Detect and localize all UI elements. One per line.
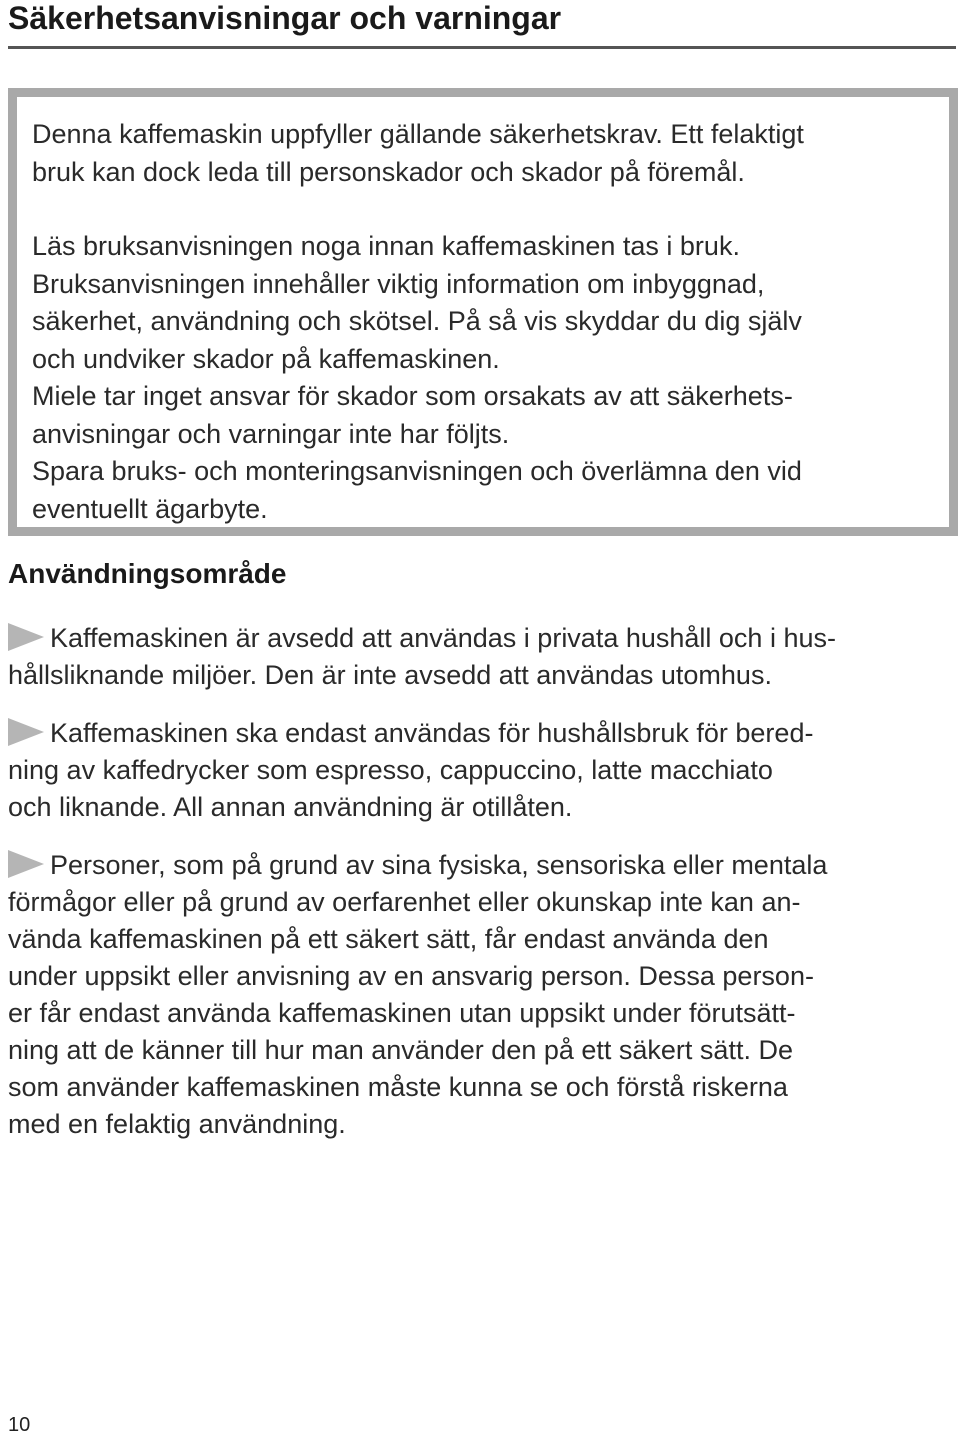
bullet-text-line: Personer, som på grund av sina fysiska, sensoriska eller mentala	[50, 850, 828, 880]
notice-text-line: och undviker skador på kaffemaskinen.	[32, 343, 500, 374]
bullet-text-line: Kaffemaskinen är avsedd att användas i privata hushåll och i hus-	[50, 623, 836, 653]
triangle-bullet-icon	[8, 623, 44, 651]
bullet-text-line: er får endast använda kaffemaskinen utan uppsikt under förutsätt-	[8, 998, 796, 1028]
safety-notice-box	[8, 88, 958, 536]
notice-text-line: Miele tar inget ansvar för skador som orsakats av att säkerhets-	[32, 381, 793, 411]
bullet-item	[8, 715, 948, 826]
bullet-text-line: Kaffemaskinen ska endast användas för hushållsbruk för bered-	[50, 718, 814, 748]
triangle-bullet-icon	[8, 850, 44, 878]
bullet-text-line: hållsliknande miljöer. Den är inte avsedd att användas utomhus.	[8, 660, 772, 690]
bullet-text-line: som använder kaffemaskinen måste kunna se och förstå riskerna	[8, 1072, 788, 1102]
notice-text-line: Bruksanvisningen innehåller viktig information om inbyggnad,	[32, 268, 765, 299]
bullet-text-line: med en felaktig användning.	[8, 1109, 346, 1139]
notice-paragraph-2	[32, 228, 935, 528]
notice-text-line: Spara bruks- och monteringsanvisningen och överlämna den vid	[32, 456, 802, 486]
page-title: Säkerhetsanvisningar och varningar	[8, 0, 562, 36]
bullet-item	[8, 620, 948, 694]
page-number: 10	[8, 1414, 31, 1436]
usage-bullet-list	[8, 620, 948, 1164]
notice-paragraph-1	[32, 116, 935, 191]
bullet-text-line: ning att de känner till hur man använder den på ett säkert sätt. De	[8, 1035, 793, 1065]
title-divider	[8, 46, 956, 49]
triangle-bullet-icon	[8, 718, 44, 746]
notice-text-line: bruk kan dock leda till personskador och skador på föremål.	[32, 156, 745, 187]
bullet-text-line: ning av kaffedrycker som espresso, cappuccino, latte macchiato	[8, 755, 773, 785]
bullet-text-line: förmågor eller på grund av oerfarenhet eller okunskap inte kan an-	[8, 887, 801, 917]
notice-text-line: säkerhet, användning och skötsel. På så vis skyddar du dig själv	[32, 306, 802, 336]
section-heading: Användningsområde	[8, 558, 287, 589]
notice-text-line: eventuellt ägarbyte.	[32, 493, 268, 524]
bullet-text-line: under uppsikt eller anvisning av en ansvarig person. Dessa person-	[8, 961, 814, 991]
notice-text-line: Denna kaffemaskin uppfyller gällande säkerhetskrav. Ett felaktigt	[32, 119, 804, 149]
bullet-text-line: och liknande. All annan användning är otillåten.	[8, 792, 573, 822]
bullet-text-line: vända kaffemaskinen på ett säkert sätt, får endast använda den	[8, 924, 769, 954]
bullet-item	[8, 847, 948, 1143]
notice-text-line: anvisningar och varningar inte har följts.	[32, 418, 510, 449]
notice-text-line: Läs bruksanvisningen noga innan kaffemaskinen tas i bruk.	[32, 231, 740, 261]
